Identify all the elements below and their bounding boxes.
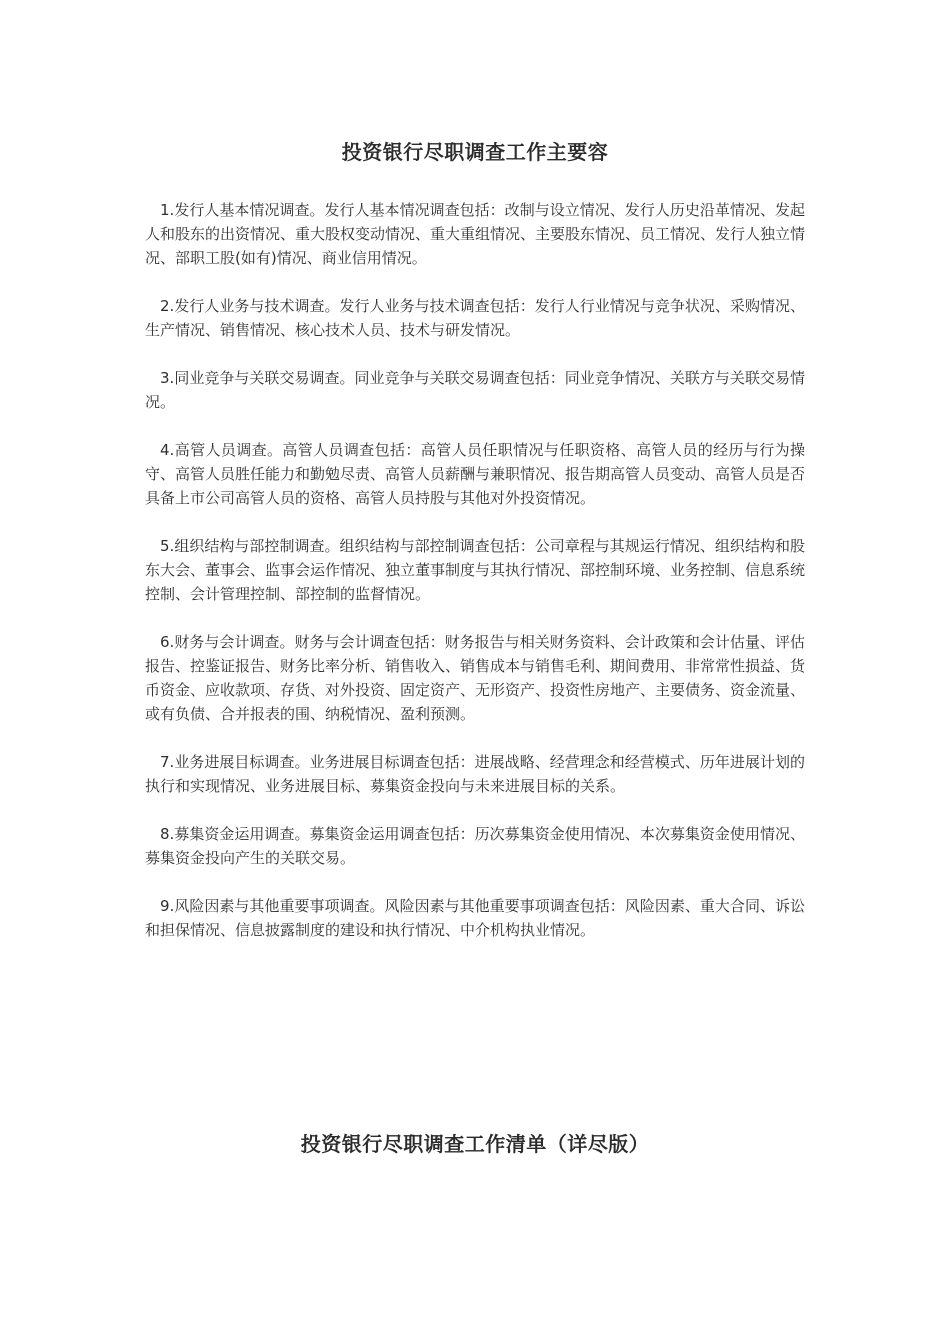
paragraph-competition-related-party: 3.同业竞争与关联交易调查。同业竞争与关联交易调查包括：同业竞争情况、关联方与关联交易情况。 [145, 369, 805, 411]
paragraph-risk-factors: 9.风险因素与其他重要事项调查。风险因素与其他重要事项调查包括：风险因素、重大合同、诉讼和担保情况、信息披露制度的建设和执行情况、中介机构执业情况。 [145, 897, 805, 939]
paragraph-finance-accounting: 6.财务与会计调查。财务与会计调查包括：财务报告与相关财务资料、会计政策和会计估量、评估报告、控鉴证报告、财务比率分析、销售收入、销售成本与销售毛利、期间费用、非常常性损益、货币资金、应收款项、存货、对外投资、固定资产、无形资产、投资性房地产、主要债务、资金流量、或有负债、合并报表的围、纳税情况、盈利预测。 [145, 633, 806, 723]
paragraph-executives: 4.高管人员调查。高管人员调查包括：高管人员任职情况与任职资格、高管人员的经历与行为操守、高管人员胜任能力和勤勉尽责、高管人员薪酬与兼职情况、报告期高管人员变动、高管人员是否具备上市公司高管人员的资格、高管人员持股与其他对外投资情况。 [145, 441, 806, 507]
page-title: 投资银行尽职调查工作主要容 [341, 140, 609, 164]
section-title: 投资银行尽职调查工作清单（详尽版） [300, 1132, 650, 1156]
document-body [145, 198, 805, 966]
paragraph-business-technology: 2.发行人业务与技术调查。发行人业务与技术调查包括：发行人行业情况与竞争状况、采购情况、生产情况、销售情况、核心技术人员、技术与研发情况。 [145, 297, 805, 339]
paragraph-organization-control: 5.组织结构与部控制调查。组织结构与部控制调查包括：公司章程与其规运行情况、组织结构和股东大会、董事会、监事会运作情况、独立董事制度与其执行情况、部控制环境、业务控制、信息系统控制、会计管理控制、部控制的监督情况。 [145, 537, 806, 603]
paragraph-fund-usage: 8.募集资金运用调查。募集资金运用调查包括：历次募集资金使用情况、本次募集资金使用情况、募集资金投向产生的关联交易。 [145, 825, 805, 867]
paragraph-business-goals: 7.业务进展目标调查。业务进展目标调查包括：进展战略、经营理念和经营模式、历年进展计划的执行和实现情况、业务进展目标、募集资金投向与未来进展目标的关系。 [145, 753, 805, 795]
paragraph-issuer-basics: 1.发行人基本情况调查。发行人基本情况调查包括：改制与设立情况、发行人历史沿革情况、发起人和股东的出资情况、重大股权变动情况、重大重组情况、主要股东情况、员工情况、发行人独立情况、部职工股(如有)情况、商业信用情况。 [145, 201, 806, 267]
